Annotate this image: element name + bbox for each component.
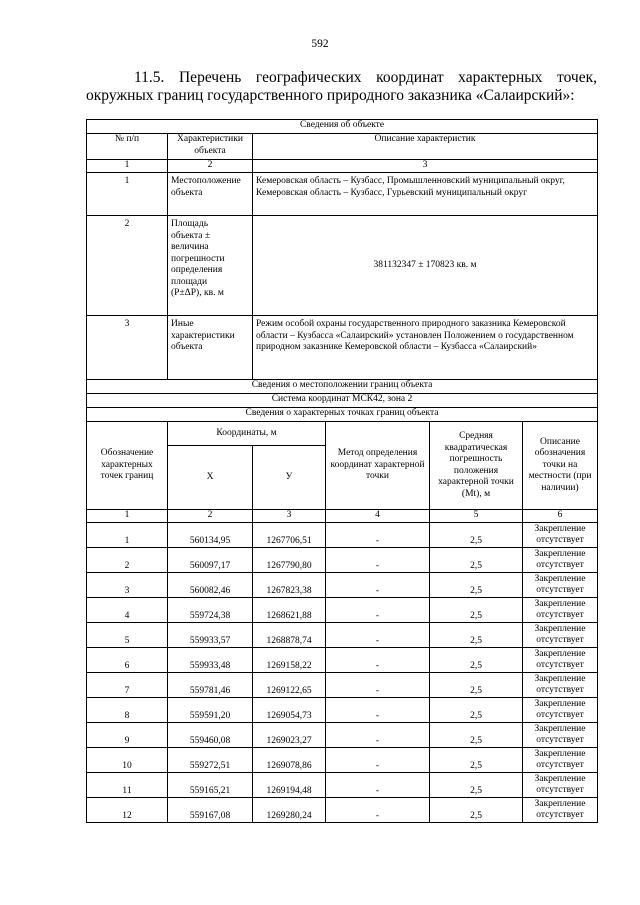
point-number: 9 [87,723,168,748]
object-row-name: Местоположение объекта [168,173,253,216]
point-number: 12 [87,798,168,823]
point-x: 559933,48 [168,648,253,673]
header-y: У [253,446,326,510]
object-row-description: 381132347 ± 170823 кв. м [253,216,598,316]
point-accuracy: 2,5 [430,698,523,723]
point-x: 559781,46 [168,673,253,698]
header-designation: Обозначение характерных точек границ [87,422,168,510]
point-description: Закрепление отсутствует [523,723,598,748]
boundary-section-title: Сведения о местоположении границ объекта [87,380,598,394]
point-accuracy: 2,5 [430,523,523,548]
object-row-number: 1 [87,173,168,216]
point-y: 1269194,48 [253,773,326,798]
table-row [87,773,598,798]
point-y: 1267706,51 [253,523,326,548]
object-col-number: 1 [87,160,168,173]
points-col-number: 6 [523,510,598,523]
table-row [87,573,598,598]
table-row [87,648,598,673]
point-description: Закрепление отсутствует [523,623,598,648]
points-col-number: 2 [168,510,253,523]
point-x: 559933,57 [168,623,253,648]
points-col-number: 1 [87,510,168,523]
points-col-number: 5 [430,510,523,523]
point-accuracy: 2,5 [430,773,523,798]
points-col-number: 4 [326,510,430,523]
table-row [87,698,598,723]
object-col-number: 2 [168,160,253,173]
point-description: Закрепление отсутствует [523,748,598,773]
table-row [87,598,598,623]
table-row [87,623,598,648]
point-y: 1268621,88 [253,598,326,623]
point-y: 1269054,73 [253,698,326,723]
header-num: № п/п [87,134,168,160]
object-row-description: Кемеровская область – Кузбасс, Промышленновский муниципальный округ, Кемеровская область – Кузбасс, Гурьевский муниципальный округ [253,173,598,216]
table-row [87,523,598,548]
point-accuracy: 2,5 [430,623,523,648]
points-section-title: Сведения о характерных точках границ объекта [87,408,598,422]
point-x: 559272,51 [168,748,253,773]
point-y: 1267823,38 [253,573,326,598]
point-method: - [326,573,430,598]
table-row [87,748,598,773]
point-description: Закрепление отсутствует [523,548,598,573]
point-method: - [326,798,430,823]
point-x: 560134,95 [168,523,253,548]
page-number: 592 [311,38,329,50]
point-method: - [326,648,430,673]
point-number: 4 [87,598,168,623]
point-method: - [326,723,430,748]
table-row [87,673,598,698]
heading-line-2: окружных границ государственного природного заказника «Салаирский»: [86,87,575,104]
point-description: Закрепление отсутствует [523,573,598,598]
point-description: Закрепление отсутствует [523,673,598,698]
point-x: 559724,38 [168,598,253,623]
point-accuracy: 2,5 [430,548,523,573]
object-row-description: Режим особой охраны государственного природного заказника Кемеровской области – Кузбасса «Салаирский» установлен Положением о государственном природном заказнике Кемеровской области – Кузбасса «Салаирский» [253,316,598,380]
point-accuracy: 2,5 [430,798,523,823]
header-method: Метод определения координат характерной точки [326,422,430,510]
object-row-number: 2 [87,216,168,316]
coordinates-table [86,119,598,823]
point-accuracy: 2,5 [430,723,523,748]
points-col-number: 3 [253,510,326,523]
point-y: 1269023,27 [253,723,326,748]
header-accuracy: Средняя квадратическая погрешность положения характерной точки (Mt), м [430,422,523,510]
point-y: 1269122,65 [253,673,326,698]
table-row [87,798,598,823]
point-method: - [326,673,430,698]
object-row-number: 3 [87,316,168,380]
point-method: - [326,698,430,723]
point-number: 5 [87,623,168,648]
table-row [87,548,598,573]
header-point-description: Описание обозначения точки на местности (при наличии) [523,422,598,510]
point-x: 560082,46 [168,573,253,598]
object-section-title: Сведения об объекте [87,120,598,134]
point-number: 1 [87,523,168,548]
point-description: Закрепление отсутствует [523,598,598,623]
point-method: - [326,523,430,548]
heading-line-1: 11.5. Перечень географических координат характерных точек, [134,69,597,86]
point-accuracy: 2,5 [430,748,523,773]
coordinate-system: Система координат МСК42, зона 2 [87,394,598,408]
point-description: Закрепление отсутствует [523,773,598,798]
object-col-number: 3 [253,160,598,173]
point-x: 559167,08 [168,798,253,823]
point-description: Закрепление отсутствует [523,523,598,548]
point-method: - [326,773,430,798]
header-coordinates: Координаты, м [168,422,326,446]
object-row-name: Иные характеристики объекта [168,316,253,380]
point-number: 3 [87,573,168,598]
point-accuracy: 2,5 [430,648,523,673]
point-description: Закрепление отсутствует [523,798,598,823]
point-accuracy: 2,5 [430,598,523,623]
point-method: - [326,623,430,648]
object-row-name: Площадь объекта ± величина погрешности определения площади (P±ΔP), кв. м [168,216,253,316]
header-x: X [168,446,253,510]
point-x: 559460,08 [168,723,253,748]
point-method: - [326,598,430,623]
point-description: Закрепление отсутствует [523,648,598,673]
point-y: 1269158,22 [253,648,326,673]
point-method: - [326,548,430,573]
point-y: 1269078,86 [253,748,326,773]
table-row [87,723,598,748]
point-method: - [326,748,430,773]
point-x: 560097,17 [168,548,253,573]
header-description: Описание характеристик [253,134,598,160]
point-number: 6 [87,648,168,673]
section-heading [86,69,597,105]
point-number: 7 [87,673,168,698]
point-number: 10 [87,748,168,773]
header-characteristic: Характеристики объекта [168,134,253,160]
point-y: 1268878,74 [253,623,326,648]
point-number: 2 [87,548,168,573]
point-x: 559165,21 [168,773,253,798]
point-accuracy: 2,5 [430,673,523,698]
point-description: Закрепление отсутствует [523,698,598,723]
point-y: 1269280,24 [253,798,326,823]
point-accuracy: 2,5 [430,573,523,598]
point-number: 11 [87,773,168,798]
point-x: 559591,20 [168,698,253,723]
point-y: 1267790,80 [253,548,326,573]
point-number: 8 [87,698,168,723]
